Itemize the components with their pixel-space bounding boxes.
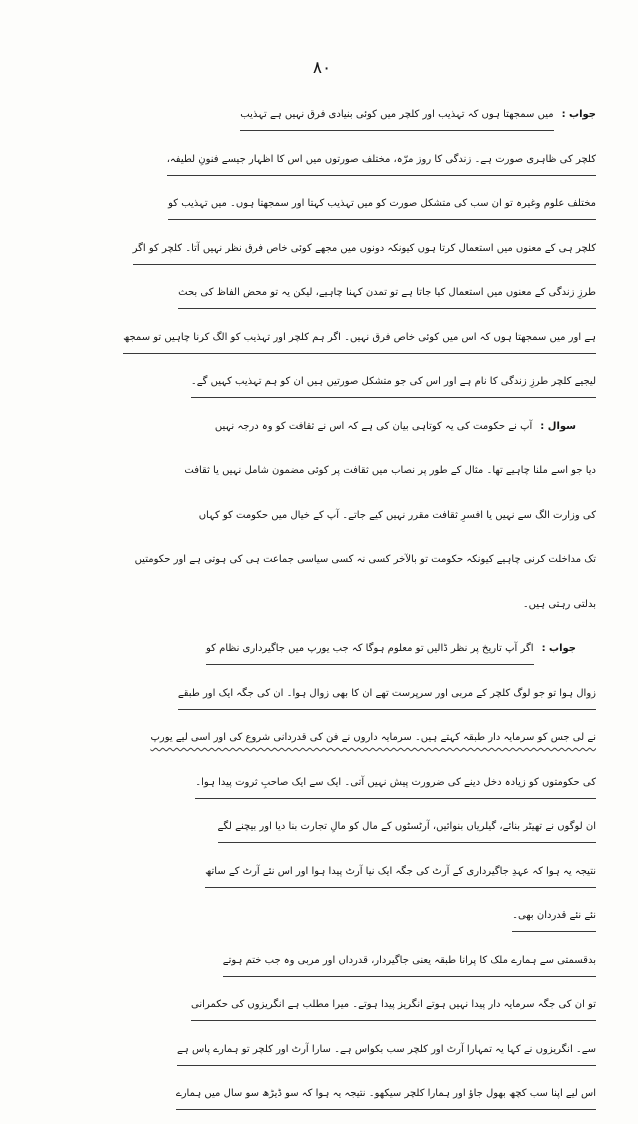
text-line: اس لیے اپنا سب کچھ بھول جاؤ اور ہمارا کلچر سیکھو۔ نتیجہ یہ ہوا کہ سو ڈیڑھ سو سال میں ہمارے [48,1079,596,1124]
answer-1 [48,100,596,412]
text-line: مختلف علوم وغیرہ تو ان سب کی متشکل صورت کو میں تہذیب کہتا اور سمجھتا ہوں۔ میں تہذیب کو [48,189,596,234]
text-line: نے لی جس کو سرمایہ دار طبقہ کہتے ہیں۔ سرمایہ داروں نے فن کی قدردانی شروع کی اور اسی لیے یورپ [150,732,596,743]
text-line: ان لوگوں نے تھیٹر بنائے، گیلریاں بنوائیں، آرٹسٹوں کے مال کو مالِ تجارت بنا دیا اور بیچنے لگے [48,812,596,857]
text-line: تو ان کی جگہ سرمایہ دار پیدا نہیں ہوتے انگریز پیدا ہوتے۔ میرا مطلب ہے انگریزوں کی حکمرانی [48,990,596,1035]
text-line: ہے اور میں سمجھتا ہوں کہ اس میں کوئی خاص فرق نہیں۔ اگر ہم کلچر اور تہذیب کو الگ کرنا چاہیں تو سمجھ [48,323,596,368]
text-line: تک مداخلت کرنی چاہیے کیونکہ حکومت تو بالآخر کسی نہ کسی سیاسی جماعت ہی کی ہوتی ہے اور حکومتیں [134,554,596,565]
text-line: نئے نئے قدردان بھی۔ [48,901,596,946]
text-line: کلچر ہی کے معنوں میں استعمال کرتا ہوں کیونکہ دونوں میں مجھے کوئی خاص فرق نظر نہیں آتا۔ کلچر کو اگر [48,234,596,279]
paragraph-3 [48,946,596,1124]
text-line: بدقسمتی سے ہمارے ملک کا پرانا طبقہ یعنی جاگیردار، قدرداں اور مربی وہ جب ختم ہوتے [48,946,596,991]
text-line: نتیجہ یہ ہوا کہ عہدِ جاگیرداری کے آرٹ کی جگہ ایک نیا آرٹ پیدا ہوا اور اس نئے آرٹ کے ساتھ [48,857,596,902]
question-label: سوال : [540,420,576,432]
text-line: زوال ہوا تو جو لوگ کلچر کے مربی اور سرپرست تھے ان کا بھی زوال ہوا۔ ان کی جگہ ایک اور طبقے [48,679,596,724]
text-line: کی حکومتوں کو زیادہ دخل دینے کی ضرورت پیش نہیں آتی۔ ایک سے ایک صاحبِ ثروت پیدا ہوا۔ [48,768,596,813]
text-line: لیجیے کلچر طرزِ زندگی کا نام ہے اور اس کی جو متشکل صورتیں ہیں ان کو ہم تہذیب کہیں گے۔ [48,367,596,412]
text-line: کی وزارت الگ سے نہیں یا افسرِ ثقافت مقرر نہیں کیے جاتے۔ آپ کے خیال میں حکومت کو کہاں [198,509,596,521]
question-1 [48,412,596,635]
answer-2 [48,634,596,946]
text-line: جواب :میں سمجھتا ہوں کہ تہذیب اور کلچر میں کوئی بنیادی فرق نہیں ہے تہذیب [48,100,596,145]
text-line: کلچر کی ظاہری صورت ہے۔ زندگی کا روز مرّہ، مختلف صورتوں میں اس کا اظہار جیسے فنونِ لطیفہ، [48,145,596,190]
page-number: ۸۰ [312,58,332,78]
answer-label: جواب : [541,643,576,654]
text-line: بدلتی رہتی ہیں۔ [522,598,596,610]
text-line: سوال :آپ نے حکومت کی یہ کوتاہی بیان کی ہے کہ اس نے ثقافت کو وہ درجہ نہیں [214,420,576,432]
answer-label: جواب : [561,109,596,120]
text-line: طرزِ زندگی کے معنوں میں استعمال کیا جاتا ہے تو تمدن کہنا چاہیے، لیکن یہ تو محض الفاظ کی بحث [48,278,596,323]
text-line: دیا جو اسے ملنا چاہیے تھا۔ مثال کے طور پر نصاب میں ثقافت پر کوئی مضمون شامل نہیں یا ثقافت [184,465,596,476]
text-line: سے۔ انگریزوں نے کہا یہ تمہارا آرٹ اور کلچر سب بکواس ہے۔ سارا آرٹ اور کلچر تو ہمارے پاس ہے [48,1035,596,1080]
text-line: جواب :اگر آپ تاریخ پر نظر ڈالیں تو معلوم ہوگا کہ جب یورپ میں جاگیرداری نظام کو [48,634,596,679]
